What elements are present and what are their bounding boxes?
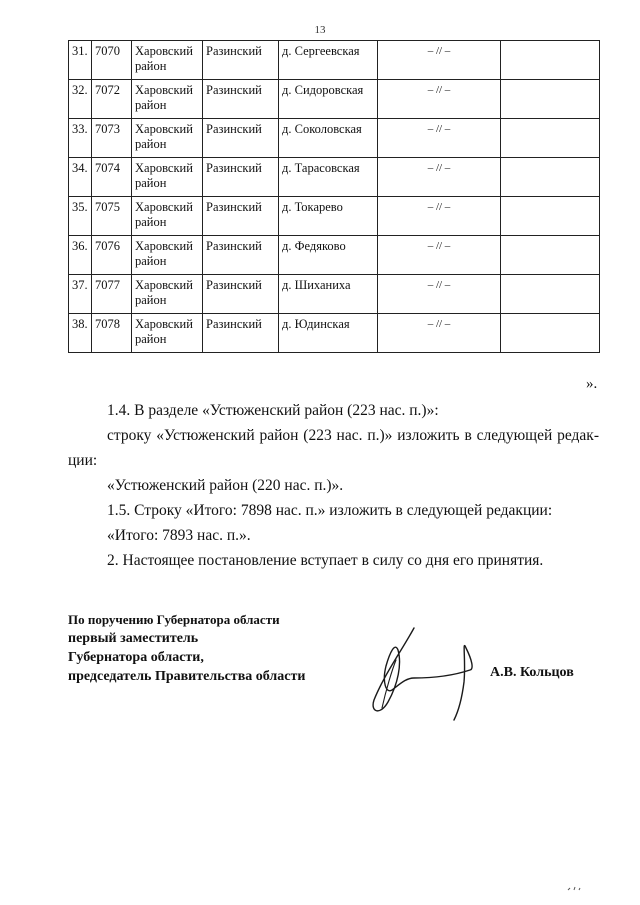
handwritten-signature xyxy=(362,620,482,725)
ditto-mark: – // – xyxy=(378,197,501,236)
empty-cell xyxy=(501,41,600,80)
ditto-mark: – // – xyxy=(378,119,501,158)
closing-quote: ». xyxy=(586,376,598,392)
table-row xyxy=(69,158,600,197)
locality-name: д. Юдинская xyxy=(279,314,378,353)
locality-name: д. Тарасовская xyxy=(279,158,378,197)
table-row xyxy=(69,275,600,314)
table-row xyxy=(69,119,600,158)
district-name: Харовский район xyxy=(132,314,203,353)
empty-cell xyxy=(501,80,600,119)
district-name: Харовский район xyxy=(132,197,203,236)
locality-code: 7072 xyxy=(92,80,132,119)
row-number: 33. xyxy=(69,119,92,158)
row-number: 31. xyxy=(69,41,92,80)
ditto-mark: – // – xyxy=(378,236,501,275)
table-row xyxy=(69,314,600,353)
signatory-line-3: Губернатора области, xyxy=(68,650,204,665)
table-row xyxy=(69,197,600,236)
settlement-name: Разинский xyxy=(203,119,279,158)
paragraph-new-total-line: «Итого: 7893 нас. п.». xyxy=(107,527,251,544)
locality-code: 7076 xyxy=(92,236,132,275)
signatory-line-2: первый заместитель xyxy=(68,631,199,646)
paragraph-1-4: 1.4. В разделе «Устюженский район (223 нас. п.)»: xyxy=(107,402,439,419)
empty-cell xyxy=(501,197,600,236)
page-number: 13 xyxy=(314,24,326,36)
ditto-mark: – // – xyxy=(378,158,501,197)
empty-cell xyxy=(501,236,600,275)
ditto-mark: – // – xyxy=(378,275,501,314)
locality-name: д. Шиханиха xyxy=(279,275,378,314)
empty-cell xyxy=(501,314,600,353)
district-name: Харовский район xyxy=(132,80,203,119)
table-body xyxy=(69,41,600,353)
table-row xyxy=(69,41,600,80)
locality-name: д. Сергеевская xyxy=(279,41,378,80)
settlement-name: Разинский xyxy=(203,41,279,80)
locality-table xyxy=(68,40,600,353)
locality-name: д. Сидоровская xyxy=(279,80,378,119)
signatory-line-1: По поручению Губернатора области xyxy=(68,612,280,627)
amendment-text xyxy=(68,398,599,573)
row-number: 34. xyxy=(69,158,92,197)
locality-code: 7077 xyxy=(92,275,132,314)
settlement-name: Разинский xyxy=(203,314,279,353)
district-name: Харовский район xyxy=(132,119,203,158)
paragraph-2: 2. Настоящее постановление вступает в силу со дня его принятия. xyxy=(107,552,544,569)
paragraph-line-replace: строку «Устюженский район (223 нас. п.)» изложить в следующей редак- xyxy=(107,427,599,444)
locality-name: д. Федяково xyxy=(279,236,378,275)
table-row xyxy=(69,80,600,119)
signatory-title xyxy=(68,610,305,686)
row-number: 35. xyxy=(69,197,92,236)
settlement-name: Разинский xyxy=(203,236,279,275)
row-number: 38. xyxy=(69,314,92,353)
paragraph-1-5: 1.5. Строку «Итого: 7898 нас. п.» изложить в следующей редакции: xyxy=(107,502,553,519)
locality-code: 7070 xyxy=(92,41,132,80)
ditto-mark: – // – xyxy=(378,41,501,80)
locality-code: 7073 xyxy=(92,119,132,158)
table-row xyxy=(69,236,600,275)
settlement-name: Разинский xyxy=(203,197,279,236)
signer-name: А.В. Кольцов xyxy=(490,665,574,680)
paragraph-line-replace-cont: ции: xyxy=(68,452,98,469)
district-name: Харовский район xyxy=(132,275,203,314)
row-number: 32. xyxy=(69,80,92,119)
paragraph-new-district-line: «Устюженский район (220 нас. п.)». xyxy=(107,477,344,494)
locality-code: 7078 xyxy=(92,314,132,353)
signatory-line-4: председатель Правительства области xyxy=(68,669,306,684)
settlement-name: Разинский xyxy=(203,158,279,197)
ditto-mark: – // – xyxy=(378,314,501,353)
row-number: 36. xyxy=(69,236,92,275)
district-name: Харовский район xyxy=(132,236,203,275)
district-name: Харовский район xyxy=(132,158,203,197)
settlement-name: Разинский xyxy=(203,275,279,314)
district-name: Харовский район xyxy=(132,41,203,80)
locality-code: 7074 xyxy=(92,158,132,197)
empty-cell xyxy=(501,275,600,314)
empty-cell xyxy=(501,158,600,197)
empty-cell xyxy=(501,119,600,158)
locality-name: д. Соколовская xyxy=(279,119,378,158)
locality-code: 7075 xyxy=(92,197,132,236)
row-number: 37. xyxy=(69,275,92,314)
locality-name: д. Токарево xyxy=(279,197,378,236)
scan-mark xyxy=(566,884,586,894)
ditto-mark: – // – xyxy=(378,80,501,119)
settlement-name: Разинский xyxy=(203,80,279,119)
